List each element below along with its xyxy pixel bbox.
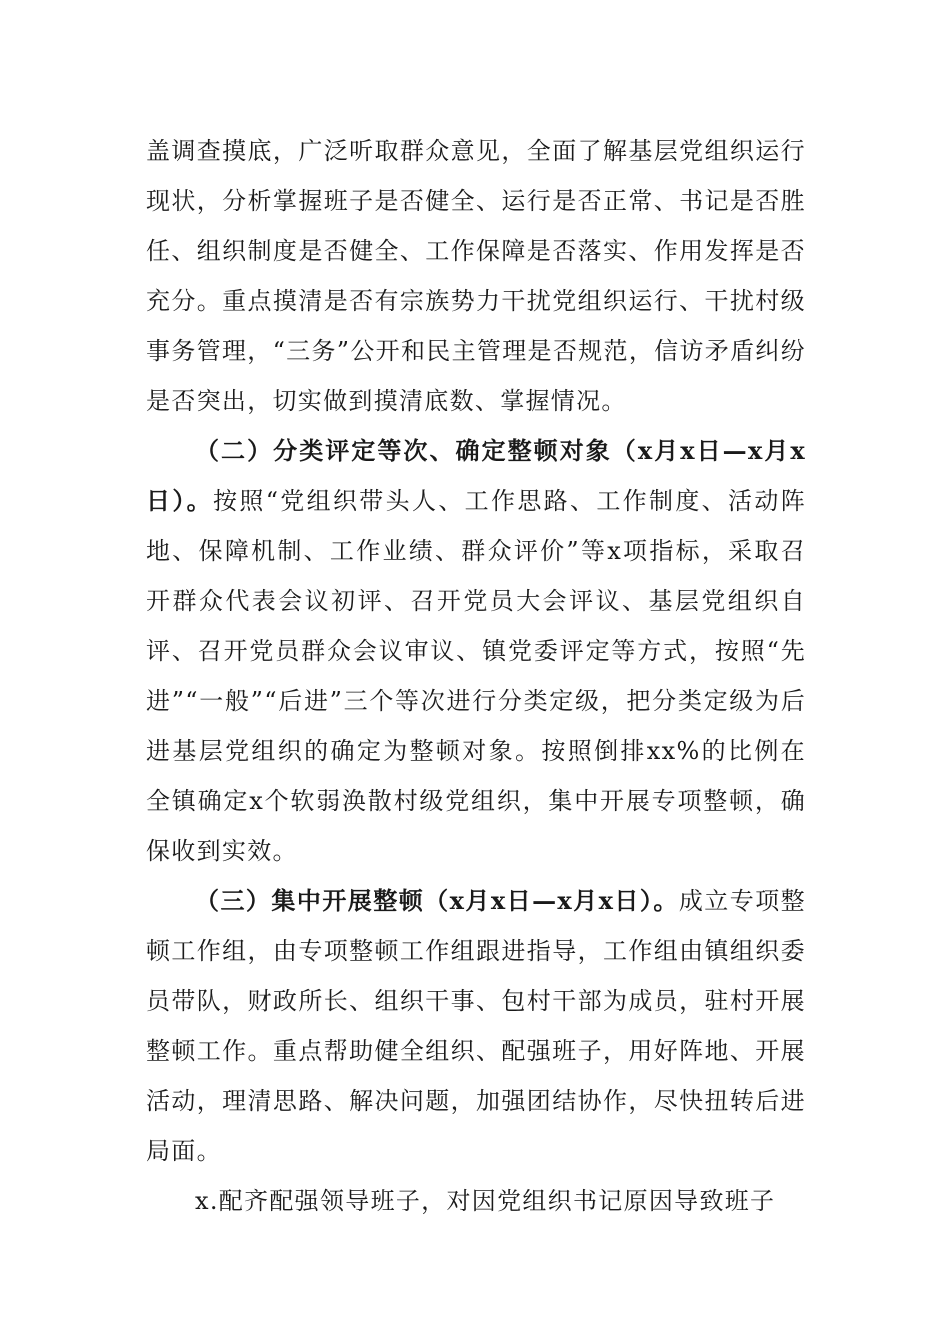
- paragraph-rectification: [146, 876, 806, 1176]
- paragraph-classification: [146, 426, 806, 876]
- section-heading-rectification: （三）集中开展整顿（x月x日—x月x日）。: [195, 886, 679, 915]
- paragraph-survey-text: 盖调查摸底，广泛听取群众意见，全面了解基层党组织运行现状，分析掌握班子是否健全、运行是否正常、书记是否胜任、组织制度是否健全、工作保障是否落实、作用发挥是否充分。重点摸清是否有宗族势力干扰党组织运行、干扰村级事务管理，“三务”公开和民主管理是否规范，信访矛盾纠纷是否突出，切实做到摸清底数、掌握情况。: [146, 137, 806, 415]
- paragraph-rectification-text: 成立专项整顿工作组，由专项整顿工作组跟进指导，工作组由镇组织委员带队，财政所长、组织干事、包村干部为成员，驻村开展整顿工作。重点帮助健全组织、配强班子，用好阵地、开展活动，理清思路、解决问题，加强团结协作，尽快扭转后进局面。: [146, 887, 806, 1165]
- paragraph-leadership: [146, 1176, 806, 1226]
- paragraph-survey: [146, 126, 806, 426]
- paragraph-leadership-text: x.配齐配强领导班子，对因党组织书记原因导致班子: [195, 1187, 776, 1215]
- section-heading-classification: （二）分类评定等次、确定整顿对象（x月x日—x月x日）。: [146, 436, 806, 515]
- paragraph-classification-text: 按照“党组织带头人、工作思路、工作制度、活动阵地、保障机制、工作业绩、群众评价”等x项指标，采取召开群众代表会议初评、召开党员大会评议、基层党组织自评、召开党员群众会议审议、镇党委评定等方式，按照“先进”“一般”“后进”三个等次进行分类定级，把分类定级为后进基层党组织的确定为整顿对象。按照倒排xx%的比例在全镇确定x个软弱涣散村级党组织，集中开展专项整顿，确保收到实效。: [146, 487, 806, 865]
